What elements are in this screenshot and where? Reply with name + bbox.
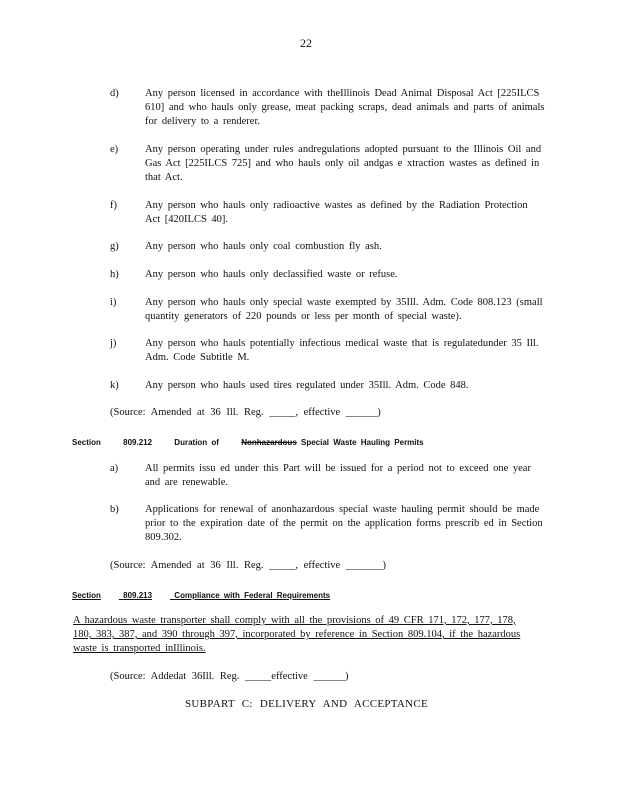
source-note-2: (Source: Amended at 36 Ill. Reg. _____, effective _______)	[110, 560, 387, 571]
item-d-label: d)	[110, 88, 119, 99]
source-note-3: (Source: Addedat 36Ill. Reg. _____effective ______)	[110, 671, 349, 682]
section-title-struck: Nonhazardous	[241, 438, 297, 447]
item-212-b-label: b)	[110, 504, 119, 515]
item-d-text: Any person licensed in accordance with theIllinois Dead Animal Disposal Act [225ILCS 610] and who hauls only grease, meat packing scraps, dead animals and parts of animals for delivery to a renderer.	[145, 88, 545, 127]
item-212-a-label: a)	[110, 463, 119, 474]
item-k-label: k)	[110, 380, 119, 391]
item-g-text: Any person who hauls only coal combustion fly ash.	[145, 241, 382, 252]
item-j-label: j)	[110, 338, 117, 349]
section-word: Section	[72, 438, 101, 447]
item-i-text: Any person who hauls only special waste exempted by 35Ill. Adm. Code 808.123 (small quantity generators of 220 pounds or less per month of special waste).	[145, 297, 543, 322]
item-k-text: Any person who hauls used tires regulated under 35Ill. Adm. Code 848.	[145, 380, 469, 391]
section-title-post: Special Waste Hauling Permits	[301, 438, 424, 447]
section-title: Compliance with Federal Requirements	[174, 591, 331, 600]
section-number: 809.212	[123, 438, 153, 447]
item-h-text: Any person who hauls only declassified waste or refuse.	[145, 269, 398, 280]
item-212-a-text: All permits issu ed under this Part will be issued for a period not to exceed one year and are renewable.	[145, 463, 531, 488]
item-h-label: h)	[110, 269, 119, 280]
item-212-b-text: Applications for renewal of anonhazardous special waste hauling permit should be made prior to the expiration date of the permit on the application forms prescrib ed in Section 809.302.	[145, 504, 543, 543]
item-i-label: i)	[110, 297, 117, 308]
item-f-label: f)	[110, 200, 117, 211]
item-e-text: Any person operating under rules andregulations adopted pursuant to the Illinois Oil and Gas Act [225ILCS 725] and who hauls only oil andgas e xtraction wastes as defined in that Act.	[145, 144, 542, 183]
hazardous-transporter-text: A hazardous waste transporter shall comply with all the provisions of 49 CFR 171, 172, 177, 178, 180, 383, 387, and 390 through 397, incorporated by reference in Section 809.104, if the hazardous waste is transported inIllinois.	[73, 615, 521, 654]
section-212-heading	[72, 436, 424, 450]
item-j-text: Any person who hauls potentially infectious medical waste that is regulatedunder 35 Ill. Adm. Code Subtitle M.	[145, 338, 539, 363]
section-word: Section	[72, 591, 101, 600]
section-number: 809.213	[123, 591, 153, 600]
item-g-label: g)	[110, 241, 119, 252]
subpart-heading: SUBPART C: DELIVERY AND ACCEPTANCE	[185, 698, 429, 710]
section-title-pre: Duration of	[174, 438, 219, 447]
section-213-heading	[72, 589, 330, 603]
source-note-1: (Source: Amended at 36 Ill. Reg. _____, effective ______)	[110, 407, 381, 418]
item-e-label: e)	[110, 144, 119, 155]
item-f-text: Any person who hauls only radioactive wastes as defined by the Radiation Protection Act [420ILCS 40].	[145, 200, 528, 225]
page-number: 22	[300, 36, 312, 50]
